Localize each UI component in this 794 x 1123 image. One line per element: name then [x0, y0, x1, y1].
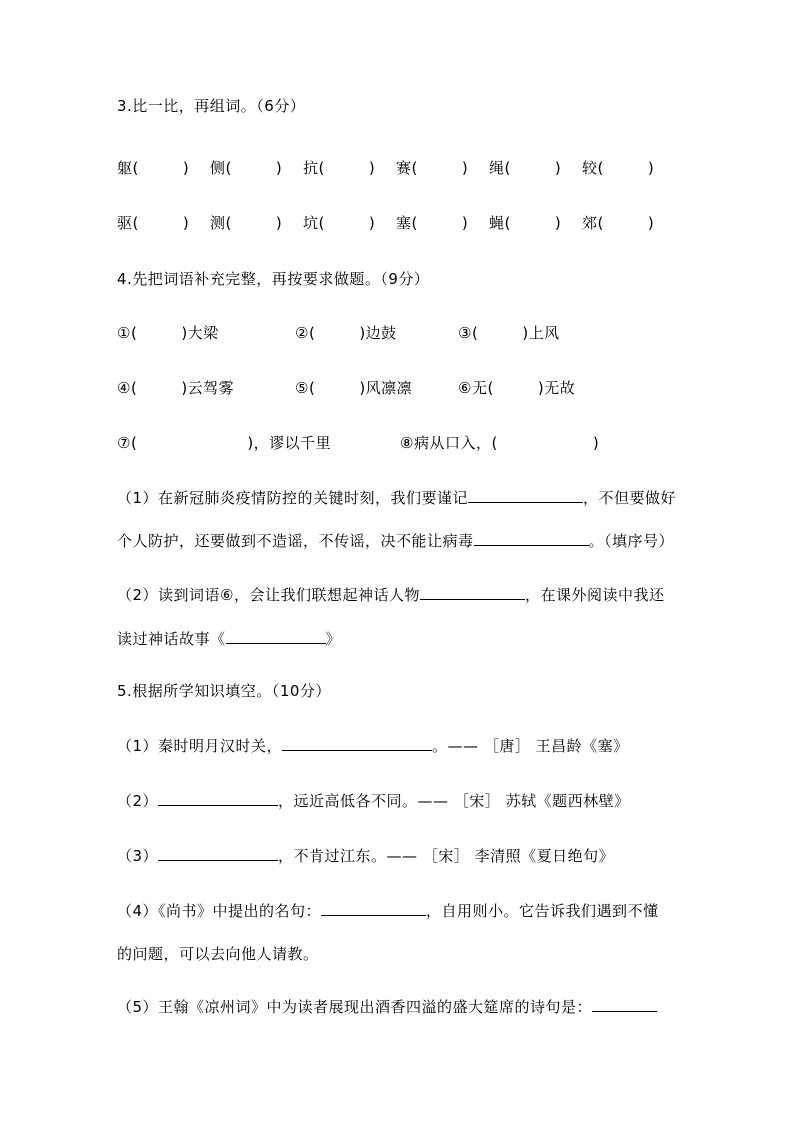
q4-item-7: ⑦( )，谬以千里 — [117, 434, 332, 452]
circled-number: ⑦ — [117, 434, 131, 452]
q3-char: 坑 — [303, 214, 319, 232]
q5-item-4-line-1: （4）《尚书》中提出的名句： ，自用则小。它告诉我们遇到不懂 — [117, 902, 659, 920]
paren-open: ( — [308, 324, 316, 342]
q3-cell — [210, 214, 303, 233]
paren-close: ) — [182, 159, 190, 177]
q4-fill-1-line-2: 个人防护，还要做到不造谣，不传谣，决不能让病毒 。（填序号） — [117, 532, 675, 550]
paren-open: ( — [130, 379, 138, 397]
q4-item-6: ⑥无( )无故 — [458, 379, 576, 397]
answer-gap — [478, 337, 522, 338]
paren-open: ( — [130, 324, 138, 342]
fill-blank — [282, 738, 432, 751]
paren-close: ) — [537, 379, 545, 397]
answer-gap — [494, 392, 538, 393]
q3-char: 躯 — [117, 159, 133, 177]
answer-gap — [137, 447, 247, 448]
answer-gap — [325, 227, 369, 228]
q3-char: 蝇 — [489, 214, 505, 232]
answer-gap — [418, 227, 462, 228]
q5-item-1: （1）秦时明月汉时关， 。—— ［唐］ 王昌龄《塞》 — [117, 737, 629, 755]
q5-item-2: （2） ，远近高低各不同。—— ［宋］ 苏轼《题西林壁》 — [117, 792, 630, 810]
answer-gap — [139, 172, 183, 173]
answer-gap — [137, 337, 181, 338]
q4-fill-2-line-2: 读过神话故事《 》 — [117, 630, 342, 648]
paren-close: ) — [522, 324, 529, 342]
q4-item-8: ⑧病从口入，( ) — [400, 434, 600, 452]
q3-cell — [396, 214, 489, 233]
citation: 。—— ［唐］ 王昌龄《塞》 — [432, 737, 629, 755]
circled-number: ③ — [458, 324, 472, 342]
paren-open: ( — [504, 214, 511, 232]
citation: ，远近高低各不同。—— ［宋］ 苏轼《题西林壁》 — [278, 792, 630, 810]
paren-open: ( — [132, 159, 139, 177]
q3-char: 驱 — [117, 214, 133, 232]
q3-cell — [582, 214, 675, 233]
q5-item-3: （3） ，不肯过江东。—— ［宋］ 李清照《夏日绝句》 — [117, 847, 615, 865]
answer-gap — [498, 447, 593, 448]
q3-cell — [117, 214, 210, 233]
fill-blank — [226, 631, 326, 644]
q3-cell — [117, 159, 210, 178]
q4-row-1 — [117, 324, 737, 343]
fill-blank — [158, 793, 278, 806]
answer-gap — [604, 227, 648, 228]
paren-close: ) — [181, 379, 188, 397]
fill-blank — [420, 587, 525, 600]
q3-char: 郊 — [582, 214, 598, 232]
fill-blank — [474, 533, 589, 546]
circled-number: ⑥ — [458, 379, 472, 397]
q3-char: 侧 — [210, 159, 226, 177]
circled-number: ② — [295, 324, 309, 342]
q3-char: 赛 — [396, 159, 412, 177]
q5-item-4-line-2: 的问题，可以去向他人请教。 — [117, 945, 319, 963]
q4-fill-1-line-1: （1）在新冠肺炎疫情防控的关键时刻，我们要谨记 ，不但要做好 — [117, 489, 677, 507]
circled-number: ④ — [117, 379, 131, 397]
q3-char: 绳 — [489, 159, 505, 177]
circled-number: ⑧ — [400, 434, 414, 452]
answer-gap — [604, 172, 648, 173]
question-4-heading: 4.先把词语补充完整，再按要求做题。（9分） — [117, 270, 430, 288]
paren-close: ) — [647, 214, 655, 232]
answer-gap — [137, 392, 181, 393]
paren-open: ( — [130, 434, 138, 452]
paren-close: ) — [247, 434, 254, 452]
q4-item-5: ⑤( )风凛凛 — [295, 379, 413, 397]
answer-gap — [325, 172, 369, 173]
answer-gap — [418, 172, 462, 173]
q4-fill-2-line-1: （2）读到词语⑥，会让我们联想起神话人物 ，在课外阅读中我还 — [117, 586, 665, 604]
paren-close: ) — [554, 159, 562, 177]
q4-row-2 — [117, 379, 737, 398]
question-5-heading: 5.根据所学知识填空。（10分） — [117, 682, 331, 700]
answer-gap — [511, 172, 555, 173]
answer-gap — [315, 337, 359, 338]
answer-gap — [139, 227, 183, 228]
q3-cell — [396, 159, 489, 178]
paren-close: ) — [554, 214, 562, 232]
paren-open: ( — [318, 214, 325, 232]
paren-close: ) — [461, 159, 469, 177]
paren-open: ( — [504, 159, 511, 177]
q4-item-3: ③( )上风 — [458, 324, 560, 342]
paren-close: ) — [181, 324, 188, 342]
paren-close: ) — [182, 214, 190, 232]
paren-open: ( — [132, 214, 139, 232]
q3-cell — [303, 159, 396, 178]
paren-open: ( — [411, 159, 418, 177]
fill-blank — [158, 848, 278, 861]
answer-gap — [511, 227, 555, 228]
question-3-heading: 3.比一比，再组词。（6分） — [117, 97, 306, 115]
paren-open: ( — [491, 434, 498, 452]
circled-number: ⑤ — [295, 379, 309, 397]
paren-close: ) — [647, 159, 655, 177]
paren-close: ) — [359, 379, 366, 397]
q5-item-5: （5）王翰《凉州词》中为读者展现出酒香四溢的盛大筵席的诗句是： — [117, 998, 657, 1017]
paren-open: ( — [597, 214, 604, 232]
answer-gap — [232, 172, 276, 173]
paren-close: ) — [368, 214, 376, 232]
q3-char: 较 — [582, 159, 598, 177]
fill-blank — [468, 490, 583, 503]
paren-open: ( — [308, 379, 316, 397]
paren-close: ) — [461, 214, 469, 232]
q3-row-1 — [117, 159, 677, 178]
q4-row-3 — [117, 434, 737, 453]
paren-close: ) — [368, 159, 376, 177]
paren-open: ( — [225, 159, 232, 177]
paren-open: ( — [225, 214, 232, 232]
q4-item-2: ②( )边鼓 — [295, 324, 397, 342]
q3-cell — [489, 214, 582, 233]
q3-char: 塞 — [396, 214, 412, 232]
paren-open: ( — [318, 159, 325, 177]
q4-item-1: ①( )大梁 — [117, 324, 219, 342]
paren-close: ) — [275, 214, 283, 232]
q3-char: 抗 — [303, 159, 319, 177]
fill-blank — [321, 903, 426, 916]
q3-row-2 — [117, 214, 677, 233]
q3-cell — [489, 159, 582, 178]
q4-item-4: ④( )云驾雾 — [117, 379, 235, 397]
paren-open: ( — [597, 159, 604, 177]
paren-open: ( — [411, 214, 418, 232]
circled-number: ① — [117, 324, 131, 342]
q3-cell — [210, 159, 303, 178]
answer-gap — [315, 392, 359, 393]
paren-close: ) — [275, 159, 283, 177]
citation: ，不肯过江东。—— ［宋］ 李清照《夏日绝句》 — [278, 847, 615, 865]
fill-blank — [592, 999, 657, 1012]
paren-open: ( — [487, 379, 494, 397]
answer-gap — [232, 227, 276, 228]
q3-cell — [582, 159, 675, 178]
q3-char: 测 — [210, 214, 226, 232]
paren-close: ) — [592, 434, 600, 452]
q3-cell — [303, 214, 396, 233]
paren-open: ( — [471, 324, 479, 342]
paren-close: ) — [359, 324, 366, 342]
